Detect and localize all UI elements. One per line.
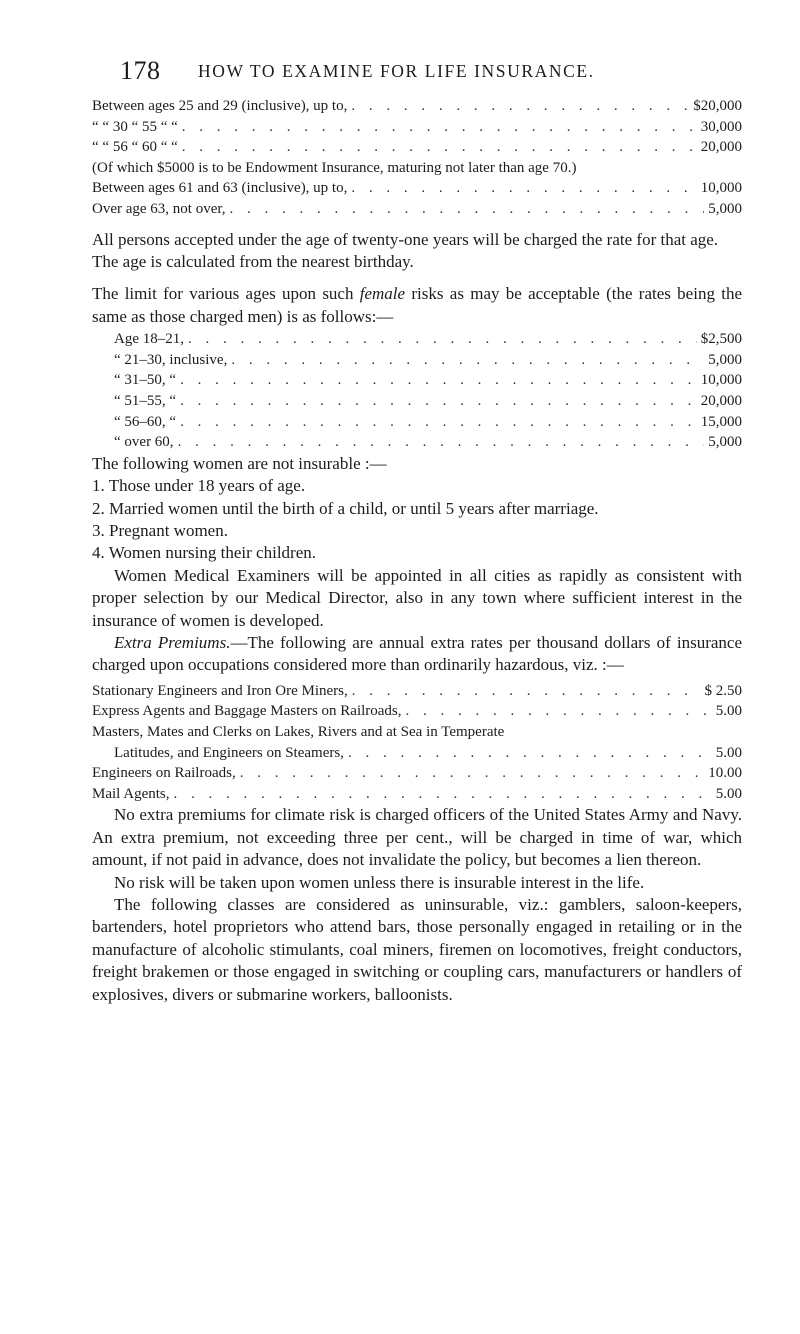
list-item: 2. Married women until the birth of a child, or until 5 years after marriage. xyxy=(92,498,599,518)
list-item: 3. Pregnant women. xyxy=(92,520,228,540)
occupation-rate: 5.00 xyxy=(715,744,742,761)
occupation-label: Engineers on Railroads, xyxy=(92,765,236,782)
limit-row xyxy=(114,329,742,350)
paragraph-insurable-interest: No risk will be taken upon women unless there is insurable interest in the life. xyxy=(114,872,645,892)
limit-amount: 10,000 xyxy=(700,180,742,197)
limit-row xyxy=(92,178,742,199)
occupation-label: Mail Agents, xyxy=(92,785,170,802)
not-insurable-intro: The following women are not insurable :— xyxy=(92,453,387,473)
occupation-row xyxy=(92,743,742,764)
endowment-note: (Of which $5000 is to be Endowment Insurance, maturing not later than age 70.) xyxy=(92,159,577,176)
occupation-label: Masters, Mates and Clerks on Lakes, Rivers and at Sea in Temperate xyxy=(92,724,505,740)
paragraph-climate-risk: No extra premiums for climate risk is charged officers of the United States Army and Navy. An extra premium, not exceeding three per cent., will be charged in time of war, which amount, if not paid in advance, does not invalidate the policy, but becomes a lien thereon. xyxy=(92,805,742,870)
occupation-row xyxy=(92,681,742,702)
limit-label: Over age 63, not over, xyxy=(92,200,226,217)
limit-label: “ 51–55, “ xyxy=(114,392,177,409)
limit-amount: 15,000 xyxy=(700,413,742,430)
limit-amount: 5,000 xyxy=(708,434,742,451)
limit-label: “ 56–60, “ xyxy=(114,413,177,430)
limit-row xyxy=(114,350,742,371)
limit-label: “ over 60, xyxy=(114,434,174,451)
limit-row xyxy=(92,137,742,158)
limit-label: Between ages 61 and 63 (inclusive), up to, xyxy=(92,180,348,197)
limit-label: “ “ 30 “ 55 “ “ xyxy=(92,118,178,135)
limit-amount: 10,000 xyxy=(700,372,742,389)
list-item: 1. Those under 18 years of age. xyxy=(92,476,306,496)
paragraph-extra-premiums: Extra Premiums.—The following are annual extra rates per thousand dollars of insurance charged upon occupations considered more than ordinarily hazardous, viz. :— xyxy=(92,633,743,675)
limit-row xyxy=(114,412,742,433)
limit-label: “ 21–30, inclusive, xyxy=(114,351,228,368)
limit-row xyxy=(114,432,742,453)
limit-amount: $2,500 xyxy=(700,331,742,348)
occupation-label: Latitudes, and Engineers on Steamers, xyxy=(114,744,344,761)
page-body xyxy=(92,96,742,1006)
occupations-table xyxy=(92,681,742,805)
paragraph-under-21: All persons accepted under the age of twenty-one years will be charged the rate for that age. xyxy=(92,229,719,249)
list-item: 4. Women nursing their children. xyxy=(92,543,316,563)
occupation-label: Express Agents and Baggage Masters on Railroads, xyxy=(92,703,402,720)
limit-row xyxy=(92,199,742,220)
limit-row xyxy=(92,117,742,138)
limit-row xyxy=(114,391,742,412)
limit-row xyxy=(92,96,742,117)
page-header xyxy=(120,56,720,86)
occupation-rate: $ 2.50 xyxy=(704,682,742,699)
limit-amount: 20,000 xyxy=(700,392,742,409)
limit-amount: 5,000 xyxy=(708,200,742,217)
limit-amount: $20,000 xyxy=(693,98,742,114)
occupation-rate: 5.00 xyxy=(715,703,742,720)
paragraph-uninsurable-classes: The following classes are considered as uninsurable, viz.: gamblers, saloon-keepers, bartenders, hotel proprietors who attend bars, those personally engaged in retailing or in the manufacture of alcoholic stimulants, coal miners, firemen on locomotives, freight conductors, freight brakemen or those engaged in switching or coupling cars, manufacturers or handlers of explosives, divers or submarine workers, balloonists. xyxy=(92,895,742,1004)
limit-amount: 30,000 xyxy=(700,118,742,135)
limit-label: Age 18–21, xyxy=(114,331,184,348)
paragraph-age-calculation: The age is calculated from the nearest birthday. xyxy=(92,251,414,271)
limit-label: “ 31–50, “ xyxy=(114,372,177,389)
limit-label: Between ages 25 and 29 (inclusive), up to, xyxy=(92,98,348,114)
running-title: HOW TO EXAMINE FOR LIFE INSURANCE. xyxy=(198,61,595,81)
occupation-rate: 10.00 xyxy=(708,765,742,782)
limit-row xyxy=(114,370,742,391)
occupation-rate: 5.00 xyxy=(715,785,742,802)
limit-amount: 20,000 xyxy=(700,139,742,156)
paragraph-female-limits: The limit for various ages upon such female risks as may be acceptable (the rates being the same as those charged men) is as follows:— xyxy=(92,284,743,326)
occupation-row xyxy=(92,701,742,722)
occupation-row xyxy=(92,784,742,805)
male-limits-table xyxy=(92,96,742,220)
female-italic: female xyxy=(359,284,406,304)
extra-premiums-heading: Extra Premiums. xyxy=(114,633,231,652)
paragraph-examiners: Women Medical Examiners will be appointed in all cities as rapidly as consistent with proper selection by our Medical Director, also in any town where sufficient interest in the insurance of women is developed. xyxy=(92,565,742,630)
occupation-label: Stationary Engineers and Iron Ore Miners, xyxy=(92,682,348,699)
limit-amount: 5,000 xyxy=(708,351,742,368)
page-number: 178 xyxy=(120,56,161,85)
female-limits-table xyxy=(114,329,742,453)
occupation-row xyxy=(92,763,742,784)
limit-label: “ “ 56 “ 60 “ “ xyxy=(92,139,178,156)
